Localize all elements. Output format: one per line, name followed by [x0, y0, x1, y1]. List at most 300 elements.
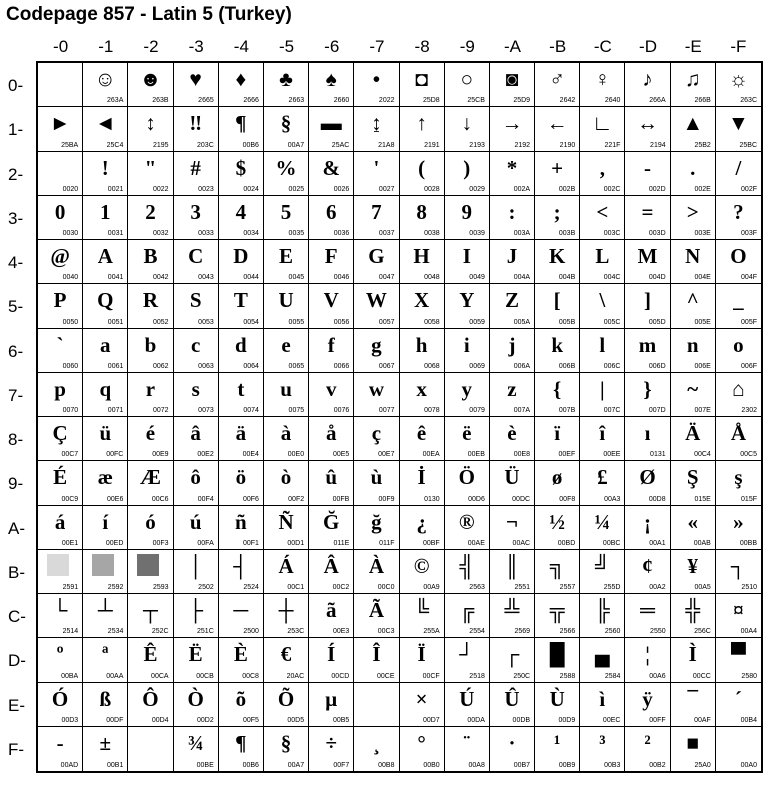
char-glyph: ¶: [235, 111, 247, 136]
unicode-code: 00EC: [602, 716, 621, 724]
char-cell: [309, 152, 354, 196]
char-glyph: ´: [734, 686, 742, 711]
unicode-code: 0076: [333, 407, 350, 414]
char-cell: [535, 461, 580, 505]
unicode-code: 004A: [513, 274, 531, 282]
unicode-code: 00FF: [649, 716, 666, 724]
char-cell: [671, 196, 716, 240]
char-cell: [490, 196, 535, 240]
char-glyph: {: [553, 376, 562, 401]
char-glyph: Ê: [143, 642, 158, 667]
char-glyph: ¡: [644, 509, 652, 534]
unicode-code: 00D8: [648, 495, 666, 503]
char-cell: [445, 727, 490, 771]
unicode-code: 0034: [243, 230, 259, 237]
char-cell: [580, 152, 625, 196]
char-cell: [625, 152, 670, 196]
char-cell: [219, 594, 264, 638]
char-cell: [400, 550, 445, 594]
unicode-code: 0058: [424, 318, 440, 326]
char-glyph: «: [687, 509, 698, 534]
char-glyph: C: [188, 244, 204, 268]
char-glyph: ╠: [594, 598, 610, 622]
char-cell: [309, 373, 354, 417]
unicode-code: 0047: [378, 274, 395, 282]
unicode-code: 00D5: [287, 716, 305, 724]
char-glyph: I: [462, 244, 471, 268]
char-cell: [309, 329, 354, 373]
char-glyph: ◙: [505, 67, 519, 91]
char-glyph: .: [690, 155, 696, 180]
unicode-code: 00CA: [151, 672, 169, 680]
char-glyph: a: [100, 332, 111, 357]
unicode-code: 0036: [333, 230, 350, 237]
char-cell: [490, 506, 535, 550]
char-cell: [716, 373, 761, 417]
char-glyph: €: [280, 642, 292, 667]
unicode-code: 00B3: [604, 762, 621, 769]
char-glyph: Ú: [459, 686, 475, 711]
char-glyph: ─: [233, 598, 249, 622]
unicode-code: 00AC: [512, 539, 531, 547]
char-cell: [219, 107, 264, 151]
char-glyph: +: [551, 155, 564, 180]
char-cell: [400, 373, 445, 417]
shade-block-icon: [47, 554, 69, 576]
char-glyph: k: [551, 332, 563, 357]
char-glyph: Ô: [142, 686, 159, 711]
char-cell: [490, 461, 535, 505]
unicode-code: 0045: [288, 274, 305, 282]
char-glyph: 2: [145, 199, 156, 224]
unicode-code: 221F: [604, 141, 621, 149]
unicode-code: 00FB: [332, 495, 350, 503]
unicode-code: 256C: [694, 628, 711, 636]
char-glyph: r: [145, 376, 156, 401]
char-glyph: W: [365, 288, 387, 313]
char-glyph: ë: [462, 421, 472, 445]
char-cell: [535, 417, 580, 461]
char-glyph: ♦: [235, 67, 247, 91]
char-glyph: ▲: [682, 111, 704, 136]
char-cell: [625, 329, 670, 373]
char-glyph: Ç: [52, 421, 68, 445]
char-glyph: ì: [599, 686, 606, 711]
char-cell: [580, 63, 625, 107]
unicode-code: 0022: [152, 185, 169, 193]
char-glyph: ,: [599, 155, 605, 180]
char-glyph: 1: [100, 199, 111, 224]
char-glyph: ô: [190, 465, 201, 490]
char-cell: [83, 727, 128, 771]
unicode-code: 00B6: [242, 141, 259, 149]
char-glyph: ╚: [414, 598, 430, 622]
column-header: -D: [639, 37, 657, 56]
char-glyph: n: [686, 332, 699, 357]
char-glyph: À: [368, 553, 384, 578]
unicode-code: 00E2: [197, 451, 214, 459]
row-header: 1-: [8, 120, 24, 140]
unicode-code: 266A: [649, 97, 666, 105]
unicode-code: 00D9: [558, 716, 576, 724]
char-glyph: 7: [371, 199, 382, 224]
char-glyph: i: [463, 332, 470, 357]
char-glyph: l: [599, 332, 606, 357]
unicode-code: 00C9: [61, 495, 79, 503]
char-cell: [38, 63, 83, 107]
unicode-code: 263B: [152, 97, 169, 105]
unicode-code: 00A0: [740, 762, 757, 769]
unicode-code: 00EF: [558, 451, 576, 459]
char-glyph: Ñ: [278, 509, 294, 534]
char-glyph: P: [53, 288, 67, 313]
char-cell: [580, 329, 625, 373]
char-cell: [264, 329, 309, 373]
char-glyph: ♂: [549, 67, 566, 91]
char-glyph: ╝: [594, 553, 610, 578]
char-cell: [174, 417, 219, 461]
char-glyph: ù: [370, 465, 383, 490]
char-cell: [445, 638, 490, 682]
unicode-code: 2566: [559, 628, 576, 636]
row-header: B-: [8, 562, 25, 582]
shade-block-icon: [92, 554, 114, 576]
char-glyph: ·: [508, 730, 516, 755]
unicode-code: 00F9: [378, 495, 395, 503]
char-cell: [400, 417, 445, 461]
unicode-code: 003B: [558, 230, 576, 237]
char-cell: [83, 461, 128, 505]
char-cell: [354, 683, 399, 727]
char-glyph: │: [188, 553, 204, 578]
char-glyph: f: [327, 332, 335, 357]
unicode-code: 0073: [198, 407, 214, 414]
char-cell: [38, 329, 83, 373]
char-glyph: Á: [278, 553, 294, 578]
char-cell: [83, 550, 128, 594]
char-glyph: ï: [554, 421, 561, 445]
char-glyph: z: [507, 376, 517, 401]
char-cell: [309, 240, 354, 284]
char-cell: [354, 550, 399, 594]
char-glyph: L: [595, 244, 610, 268]
char-glyph: $: [235, 155, 247, 180]
unicode-code: 00F5: [242, 716, 259, 724]
column-header: -C: [593, 37, 612, 56]
char-glyph: ó: [145, 509, 156, 534]
unicode-code: 0043: [198, 274, 214, 282]
char-glyph: î: [599, 421, 606, 445]
unicode-code: 0041: [107, 274, 124, 282]
unicode-code: 0039: [469, 230, 485, 237]
char-cell: [580, 284, 625, 328]
char-cell: [264, 506, 309, 550]
char-glyph: ╗: [549, 553, 565, 578]
char-cell: [625, 506, 670, 550]
unicode-code: 0023: [198, 185, 214, 193]
char-glyph: á: [54, 509, 66, 534]
char-cell: [535, 63, 580, 107]
row-header: F-: [8, 739, 25, 759]
char-cell: [219, 152, 264, 196]
unicode-code: 25BA: [61, 141, 79, 149]
char-glyph: Ó: [51, 686, 69, 711]
unicode-code: 0065: [288, 362, 305, 370]
unicode-code: 00EE: [603, 451, 621, 459]
unicode-code: 00C8: [242, 672, 259, 680]
char-cell: [535, 373, 580, 417]
char-cell: [580, 506, 625, 550]
char-glyph: ): [463, 155, 471, 180]
char-cell: [490, 727, 535, 771]
char-glyph: └: [52, 598, 68, 622]
unicode-code: 0131: [650, 451, 666, 459]
char-cell: [219, 461, 264, 505]
unicode-code: 00A6: [649, 672, 666, 680]
char-glyph: R: [142, 288, 159, 313]
char-cell: [38, 506, 83, 550]
unicode-code: 263A: [107, 97, 124, 105]
char-cell: [264, 683, 309, 727]
char-cell: [625, 240, 670, 284]
char-cell: [580, 683, 625, 727]
unicode-code: 00B2: [649, 762, 666, 769]
unicode-code: 00F1: [242, 539, 259, 547]
char-glyph: ;: [553, 199, 561, 224]
char-glyph: û: [325, 465, 338, 490]
char-cell: [309, 550, 354, 594]
unicode-code: 0026: [333, 185, 350, 193]
char-glyph: Ò: [187, 686, 204, 711]
unicode-code: 252C: [151, 628, 169, 636]
char-glyph: p: [54, 376, 66, 401]
char-glyph: ♥: [189, 67, 202, 91]
char-glyph: 6: [325, 199, 337, 224]
unicode-code: 00CE: [376, 672, 395, 680]
char-glyph: ¬: [505, 509, 518, 534]
char-glyph: →: [501, 111, 523, 136]
char-glyph: Ã: [368, 598, 384, 622]
char-cell: [716, 284, 761, 328]
char-cell: [128, 683, 173, 727]
unicode-code: 00AE: [467, 539, 485, 547]
unicode-code: 00BD: [557, 539, 576, 547]
char-cell: [219, 373, 264, 417]
char-cell: [671, 683, 716, 727]
char-cell: [490, 329, 535, 373]
page-title: Codepage 857 - Latin 5 (Turkey): [6, 4, 292, 25]
unicode-code: 2191: [424, 141, 440, 149]
unicode-code: 00E0: [287, 451, 305, 459]
unicode-code: 2666: [243, 97, 259, 105]
char-glyph: ┤: [233, 553, 249, 578]
char-glyph: ■: [686, 730, 700, 755]
unicode-code: 25A0: [694, 762, 711, 769]
unicode-code: 0069: [469, 362, 485, 370]
char-cell: [354, 461, 399, 505]
char-glyph: ç: [371, 421, 382, 445]
char-glyph: %: [275, 155, 297, 180]
unicode-code: 00FC: [106, 451, 124, 459]
char-cell: [671, 727, 716, 771]
column-header: -E: [684, 37, 702, 56]
unicode-code: 0059: [469, 318, 485, 326]
unicode-code: 2510: [741, 584, 757, 591]
unicode-code: 2302: [741, 407, 757, 414]
unicode-code: 2550: [650, 628, 666, 636]
char-cell: [309, 196, 354, 240]
char-glyph: Æ: [139, 465, 161, 490]
char-cell: [354, 506, 399, 550]
char-cell: [174, 683, 219, 727]
unicode-code: 00F8: [559, 495, 576, 503]
unicode-code: 2665: [198, 97, 214, 105]
char-cell: [354, 638, 399, 682]
unicode-code: 2194: [650, 141, 666, 149]
char-glyph: ↔: [637, 111, 659, 136]
char-cell: [174, 240, 219, 284]
char-cell: [716, 240, 761, 284]
unicode-code: 015E: [694, 495, 711, 503]
unicode-code: 2592: [107, 584, 124, 591]
char-cell: [309, 727, 354, 771]
unicode-code: 007D: [648, 407, 666, 414]
unicode-code: 250C: [513, 672, 531, 680]
char-glyph: Ş: [686, 465, 699, 490]
char-cell: [354, 152, 399, 196]
unicode-code: 0079: [469, 407, 485, 414]
column-header: -3: [188, 37, 204, 56]
char-glyph: e: [281, 332, 291, 357]
row-header: 7-: [8, 385, 24, 405]
char-glyph: ↨: [371, 111, 382, 136]
char-cell: [128, 638, 173, 682]
unicode-code: 00B1: [107, 762, 124, 769]
char-glyph: x: [416, 376, 427, 401]
char-glyph: ¾: [187, 730, 204, 755]
char-glyph: Ğ: [323, 509, 340, 534]
column-header: -A: [503, 37, 521, 56]
char-glyph: c: [190, 332, 201, 357]
char-cell: [400, 638, 445, 682]
char-cell: [445, 240, 490, 284]
unicode-code: 00AD: [60, 762, 79, 769]
unicode-code: 00CB: [196, 672, 214, 680]
char-glyph: ╬: [685, 598, 701, 622]
unicode-code: 2190: [559, 141, 576, 149]
unicode-code: 00C5: [740, 451, 757, 459]
char-glyph: ╦: [549, 598, 565, 622]
char-cell: [490, 683, 535, 727]
char-glyph: ╣: [459, 553, 475, 578]
unicode-code: 00B8: [378, 762, 395, 769]
char-cell: [400, 506, 445, 550]
char-cell: [38, 240, 83, 284]
unicode-code: 00C1: [287, 584, 305, 591]
char-cell: [128, 594, 173, 638]
char-glyph: -: [644, 155, 652, 180]
char-cell: [83, 417, 128, 461]
char-glyph: ←: [546, 111, 568, 136]
char-glyph: ×: [415, 686, 428, 711]
char-cell: [716, 461, 761, 505]
char-glyph: y: [461, 376, 473, 401]
char-glyph: D: [233, 244, 249, 268]
char-glyph: d: [235, 332, 247, 357]
char-cell: [716, 329, 761, 373]
char-cell: [671, 329, 716, 373]
unicode-code: 0030: [62, 230, 79, 237]
char-cell: [535, 196, 580, 240]
char-glyph: ©: [413, 553, 430, 578]
char-cell: [625, 594, 670, 638]
unicode-code: 002E: [694, 185, 711, 193]
unicode-code: 0042: [152, 274, 169, 282]
char-glyph: ►: [49, 111, 71, 136]
char-glyph: H: [413, 244, 430, 268]
unicode-code: 0049: [469, 274, 485, 282]
char-cell: [445, 107, 490, 151]
char-glyph: *: [506, 155, 518, 180]
char-cell: [174, 63, 219, 107]
unicode-code: 006E: [694, 362, 711, 370]
char-cell: [490, 107, 535, 151]
unicode-code: 2192: [514, 141, 531, 149]
char-glyph: A: [97, 244, 113, 268]
row-header: A-: [8, 518, 25, 538]
char-glyph: ä: [235, 421, 247, 445]
char-glyph: ÷: [325, 730, 337, 755]
char-cell: [445, 461, 490, 505]
char-cell: [400, 284, 445, 328]
char-cell: [625, 638, 670, 682]
unicode-code: 0078: [424, 407, 440, 414]
unicode-code: 002C: [603, 185, 621, 193]
char-cell: [128, 284, 173, 328]
char-glyph: Ä: [685, 421, 701, 445]
unicode-code: 25C4: [106, 141, 124, 149]
char-glyph: ü: [99, 421, 112, 445]
char-glyph: ã: [325, 598, 337, 622]
unicode-code: 00ED: [105, 539, 124, 547]
unicode-code: 015F: [741, 495, 757, 503]
char-glyph: U: [278, 288, 294, 313]
unicode-code: 002D: [648, 185, 666, 193]
char-glyph: Û: [504, 686, 520, 711]
char-glyph: ¤: [733, 598, 744, 622]
char-cell: [625, 196, 670, 240]
unicode-code: 203C: [197, 141, 214, 149]
char-glyph: å: [325, 421, 337, 445]
char-cell: [38, 284, 83, 328]
char-cell: [625, 727, 670, 771]
unicode-code: 004B: [558, 274, 576, 282]
char-glyph: Â: [323, 553, 339, 578]
char-cell: [671, 63, 716, 107]
unicode-code: 00F2: [288, 495, 305, 503]
char-cell: [38, 594, 83, 638]
unicode-code: 00A7: [287, 141, 305, 149]
char-glyph: b: [144, 332, 157, 357]
char-cell: [400, 683, 445, 727]
unicode-code: 255A: [423, 628, 440, 636]
unicode-code: 0052: [152, 318, 169, 326]
char-cell: [716, 550, 761, 594]
char-cell: [400, 152, 445, 196]
column-header: -B: [549, 37, 567, 56]
char-glyph: ÿ: [642, 686, 653, 711]
char-cell: [716, 63, 761, 107]
